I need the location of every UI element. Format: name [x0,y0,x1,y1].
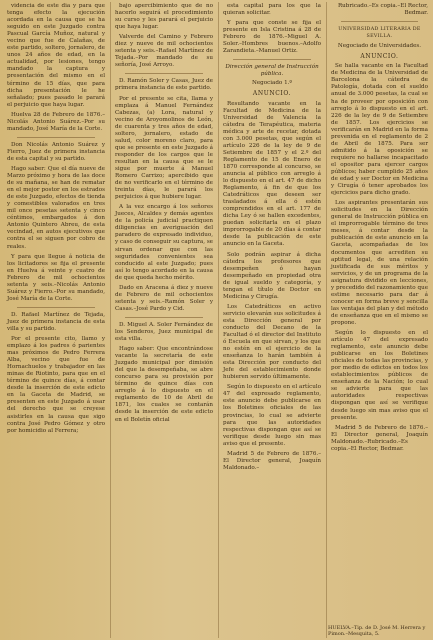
text-paragraph: D. Rafael Martínez de Tejada, Juez de primera instancia de esta villa y su partido. [7,311,105,332]
text-paragraph: Don Nicolás Antonio Suárez y Fierro, Juez de primera instancia de esta capital y su partido. [7,141,105,162]
text-paragraph: Por el presente cito, llamo y emplazo á los padres ó parientes mas próximos de Pedro Ferrera Alba, vecino que fue de Hornachuelos y trabajador en las minas de Riotinto, para que en el término de quince días, á contar desde la inserción de este edicto en la Gaceta de Madrid, se presenten en este Juzgado á usar del derecho que se creyese asistirles en la causa que sigo contra José Pedro Gómez y otro por homicidio al Ferrera; [7,336,105,434]
section-subtitle: Negociado 1.º [251,80,293,87]
text-paragraph: Madrid 5 de Febrero de 1876.–El Director general, Joaquín Maldonado.–Rubricado.–Es copia.–El Rector, Bedmar. [331,424,428,452]
column-3 [220,0,324,640]
section-heading: ANUNCIO. [252,90,292,98]
text-paragraph: esta capital para los que la quieran solicitar. [223,3,321,17]
divider [341,21,418,22]
divider [125,317,203,318]
university-title: UNIVERSIDAD LITERARIA DE SEVILLA. [338,27,421,40]
divider [17,307,95,308]
section-title: Dirección general de Instrucción pública. [225,64,319,78]
text-paragraph: Y para que conste se fija el presente en Isla Cristina á 28 de Febrero de 1876.–Miguel A. Soler.–Hombres buenos.–Adolfo Zarandieta.–Manuel Ortiz. [223,20,321,55]
text-paragraph: Por el presente se cita, llama y emplaza á Manuel Fernández Cabezas, (a) Lora, natural y vecino de Aroyomolinos de León, de cuarenta y tres años de edad, soltero, jornalero, estado de salud, color moreno claro, para que se presente en este Juzgado á responder de los cargos que le resultan en la causa que se le sigue por muerte á Manuel Romero Carrizo; apercibido que de no verificarlo en el término de treinta días, le parará los perjuicios á que hubiere lugar. [115,95,213,201]
text-paragraph: Hago saber: Que encontrándose vacante la secretaría de este Juzgado municipal por dimisión del que la desempeñaba, se abre concurso para su provisión por término de quince días con arreglo á lo dispuesto en el reglamento de 10 de Abril de 1871, los cuales se contarán desde la inserción de este edicto en el Boletín oficial [115,346,213,423]
text-paragraph: Rubricado.–Es copia.–El Rector, Bedmar. [337,3,428,17]
text-paragraph: bajo apercibimiento que de no hacerlo seguirá el procedimiento su curso y les parará el perjuicio que haya lugar. [115,3,213,31]
text-paragraph: Valverde del Camino y Febrero diez y nueve de mil ochocientos setenta y seis.–Rafael Martínez de Tejada.–Por mandado de su señoría, José Arroyo. [115,34,213,69]
divider [233,59,311,60]
divider [17,137,95,138]
section-heading: ANUNCIO. [360,53,399,61]
text-paragraph: Según lo dispuesto en el artículo 47 del expresado reglamento, este anuncio debe publicarse en los Boletines oficiales de todas las provincias, y por medio de edictos en todos los establecimientos públicos de enseñanza de la Nación; lo cual se advierte para que las autoridades respectivas dispongan que así se verifique desde luego sin mas aviso que el presente. [331,330,428,421]
column-rule [218,2,219,638]
column-4 [328,0,431,622]
text-paragraph: Según lo dispuesto en el artículo 47 del expresado reglamento, este anuncio debe publicarse en los Boletines oficiales de las provincias, lo cual se advierte para que las autoridades respectivas dispongan que así se verifique desde luego sin mas aviso que el presente. [223,384,321,447]
printer-imprint: HUELVA.–Tip. de D. José M. Herrera y Pimon.–Mesquita, 5. [328,625,426,637]
text-paragraph: Dado en Aracena á diez y nueve de Febrero de mil ochocientos setenta y seis.–Ramón Soler y Casas.–José Pardo y Cid. [115,284,213,312]
text-paragraph: A la vez encargo á los señores Jueces, Alcaldes y demás agentes de la policía judicial practiquen diligencias en averiguación del paradero de expresado individuo, y caso de conseguir su captura, se sirvan ordenar que con las seguridades convenientes sea conducido al este Juzgado; pues así lo tengo acordado en la causa de que queda hecho mérito. [115,204,213,281]
column-2 [112,0,216,640]
text-paragraph: D. Miguel A. Soler Fernández de los Senderos, Juez municipal de esta villa. [115,321,213,343]
divider [125,73,203,74]
text-paragraph: videncia de este dia y para que tenga efecto la ejecución acordada en la causa que se ha seguido en este Juzgado contra Pascual García Muñoz, natural y vecino que fue de Calañas, de este partido, soltero, jornalero, de unos 24 años de edad, en la actualidad, por lesiones, tengo mandado la captura y presentación del mismo en el término de 15 días, que para dicha presentación le he señalado; pues pasado le parará el perjuicio que haya lugar. [7,3,105,108]
column-rule [110,2,111,638]
text-paragraph: D. Ramón Soler y Casas, Juez de primera instancia de este partido. [115,78,213,92]
text-paragraph: Los Catedráticos en activo servicio elevarán sus solicitudes á esta Dirección general por conducto del Decano de la Facultad ó el director del Instituto ó Escuela en que sirvan, y los que no estén en el ejercicio de la enseñanza lo harán también á esta Dirección por conducto del Jefe del establecimiento donde hubieren servido últimamente. [223,303,321,381]
text-paragraph: Se halla vacante en la Facultad de Medicina de la Universidad de Barcelona la cátedra de Patología, dotada con el sueldo anual de 3.000 pesetas, la cual se ha de proveer por oposición con arreglo á lo dispuesto en el art. 226 de la ley de 9 de Setiembre de 1857. Los ejercicios se verificarán en Madrid en la forma prevenida en el reglamento de 2 de Abril de 1875. Para ser admitido á la oposición se requiere no hallarse incapacitado el opositor para ejercer cargos públicos; haber cumplido 25 años de edad y ser Doctor en Medicina y Cirugía ó tener aprobados los ejercicios para dicho grado. [331,63,428,197]
text-paragraph: Huelva 28 de Febrero de 1876.–Nicolás Antonio Suárez.–Por su mandado, José María de la Corte. [7,111,105,132]
text-paragraph: Hago saber: Que el día nueve de Marzo próximo y hora de las doce de su mañana, se han de rematar en el mejor postor en los estrados de este Juzgado, efectos de tienda y comestibles valorados en tres mil once pesetas setenta y cinco céntimos, embargados á don Antonio Quintero Abreu, de esta vecindad, en autos ejecutivos que contra el se siguen por cobro de reales. [7,165,105,250]
text-paragraph: Los aspirantes presentarán sus solicitudes en la Dirección general de Instrucción pública en el improrrogable término de tres meses, á contar desde la publicación de este anuncio en la Gaceta, acompañadas de los documentos que acrediten su aptitud legal, de una relación justificada de sus méritos y servicios, y de un programa de la asignatura dividido en lecciones, y precedido del razonamiento que estime necesario para dar á conocer en forma breve y sencilla las ventajas del plan y del método de enseñanza que en el mismo se propone. [331,200,428,326]
university-subtitle: Negociado de Universidades. [337,43,422,50]
text-paragraph: Solo podrán aspirar á dicha cátedra los profesores que desempeñen ó hayan desempeñado en propiedad otra de igual sueldo y categoría, y tengan el título de Doctor en Medicina y Cirugía. [223,251,321,300]
column-rule [326,2,327,638]
text-paragraph: Y para que llegue á noticia de los licitadores se fija el presente en Huelva á veinte y cuatro de Febrero de mil ochocientos setenta y seis.–Nicolás Antonio Suárez y Fierro.–Por su mandado, José María de la Corte. [7,253,105,302]
text-paragraph: Madrid 5 de Febrero de 1876.–El Director general, Joaquín Maldonado.– [223,450,321,471]
text-paragraph: Resultando vacante en la Facultad de Medicina de la Universidad de Valencia la cátedra de Terapéutica, materia médica y arte de recetar, dotada con 3.000 pesetas, que según el artículo 226 de la ley de 9 de Setiembre de 1857 y el 2.º del Reglamento de 15 de Enero de 1870 corresponde al concurso, se anuncia al público con arreglo á lo dispuesto en el art. 47 de dicho Reglamento, á fin de que los Catedráticos que deseen ser trasladados á ella ó estén comprendidos en el art. 177 de dicha Ley ó se hallen excedentes, puedan solicitarla en el plazo improrrogable de 20 días á contar desde la publicación de este anuncio en la Gaceta. [223,100,321,248]
column-1 [4,0,108,640]
